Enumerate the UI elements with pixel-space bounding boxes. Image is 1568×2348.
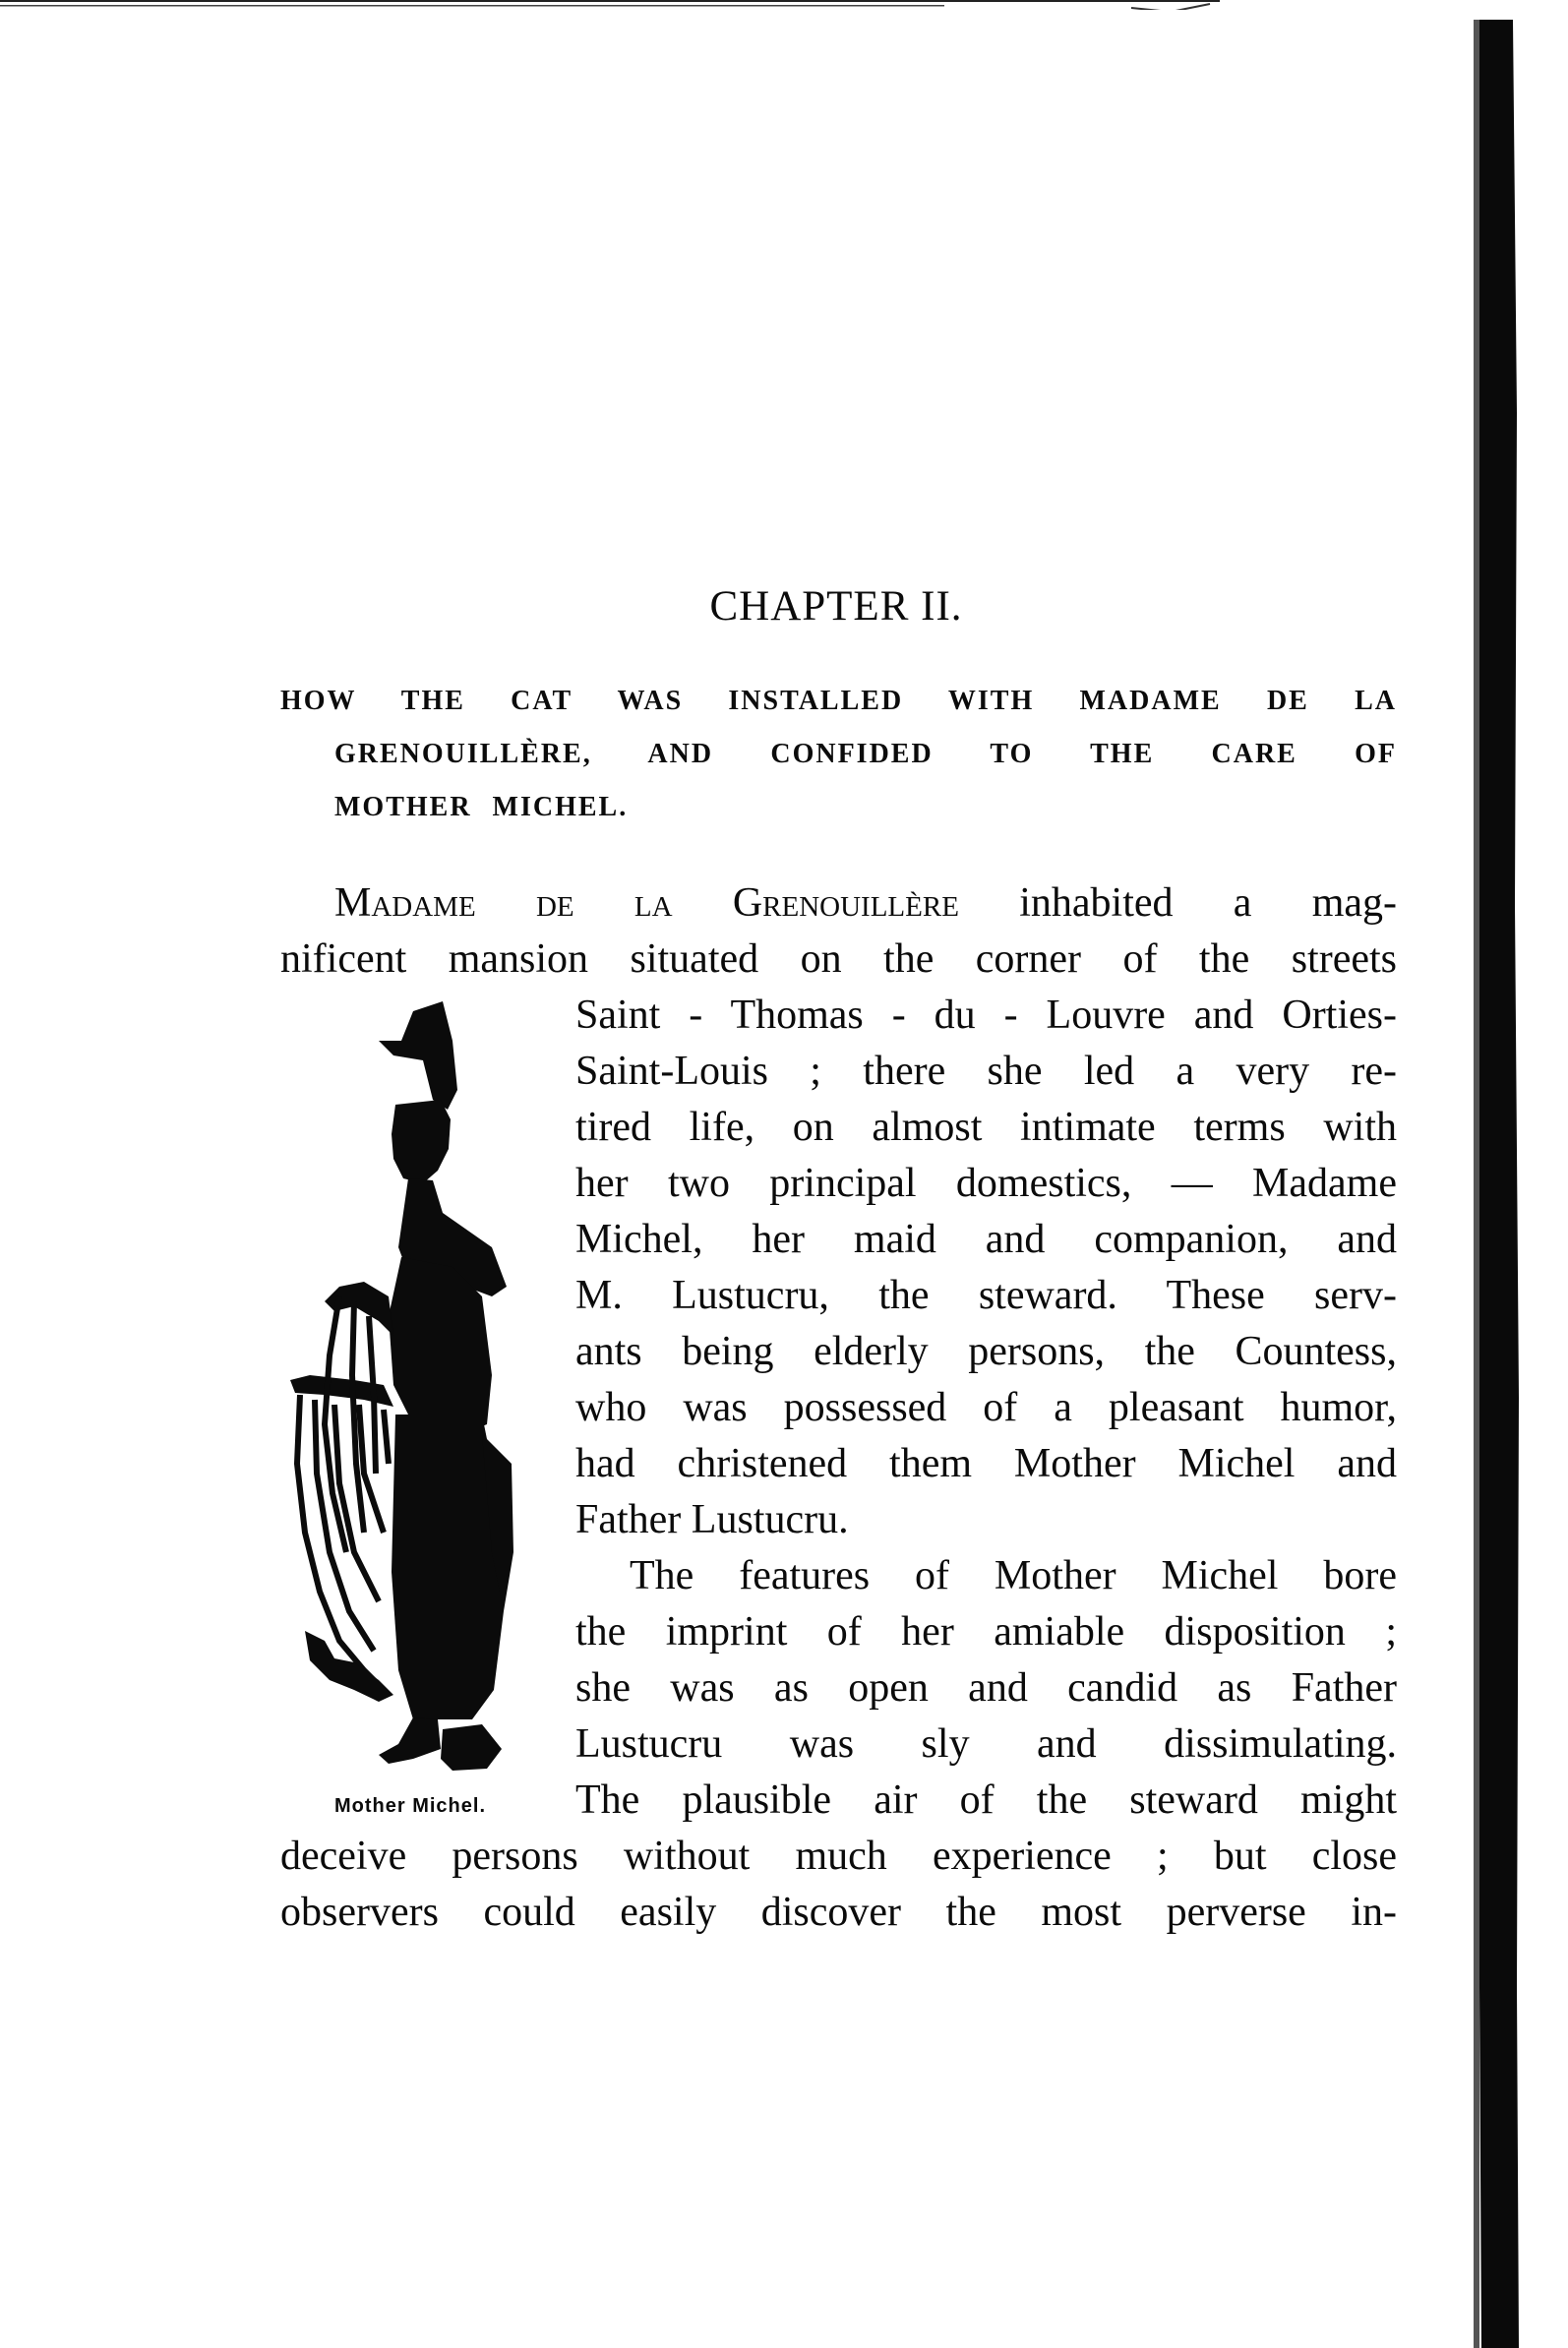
figure-caption: Mother Michel. — [334, 1795, 487, 1817]
body-line: she was as open and candid as Father — [575, 1665, 1397, 1711]
body-line: The plausible air of the steward might — [575, 1777, 1397, 1823]
page-edge-shadow — [1474, 20, 1568, 2348]
body-line: her two principal domestics, — Madame — [575, 1161, 1397, 1206]
body-line: tired life, on almost intimate terms with — [575, 1105, 1397, 1150]
body-line: who was possessed of a pleasant humor, — [575, 1385, 1397, 1430]
subtitle-line: MOTHER MICHEL. — [334, 792, 629, 822]
opening-name: Madame de la Grenouillère — [334, 880, 959, 926]
chapter-title: CHAPTER II. — [709, 583, 963, 630]
body-line: observers could easily discover the most perverse in- — [280, 1890, 1397, 1935]
body-line-text: inhabited a mag- — [1019, 880, 1398, 926]
body-line: deceive persons without much experience ; but close — [280, 1834, 1397, 1879]
body-line: ants being elderly persons, the Countess, — [575, 1329, 1397, 1374]
subtitle-line: HOW THE CAT WAS INSTALLED WITH MADAME DE LA — [280, 686, 1397, 716]
subtitle-line: GRENOUILLÈRE, AND CONFIDED TO THE CARE OF — [334, 739, 1397, 769]
top-rule — [0, 0, 1220, 10]
body-line: Michel, her maid and companion, and — [575, 1217, 1397, 1262]
body-line: Lustucru was sly and dissimulating. — [575, 1721, 1397, 1767]
body-line: nificent mansion situated on the corner of the streets — [280, 936, 1397, 982]
body-line: M. Lustucru, the steward. These serv- — [575, 1273, 1397, 1318]
chapter-subtitle — [280, 675, 1397, 834]
silhouette-woman-icon — [285, 1001, 580, 1798]
body-line: Saint - Thomas - du - Louvre and Orties- — [575, 993, 1397, 1038]
body-line: Father Lustucru. — [575, 1497, 849, 1542]
body-line: the imprint of her amiable disposition ; — [575, 1609, 1397, 1655]
body-line: The features of Mother Michel bore — [630, 1553, 1397, 1598]
body-line: Saint-Louis ; there she led a very re- — [575, 1049, 1397, 1094]
body-line — [280, 875, 1397, 932]
body-line: had christened them Mother Michel and — [575, 1441, 1397, 1486]
